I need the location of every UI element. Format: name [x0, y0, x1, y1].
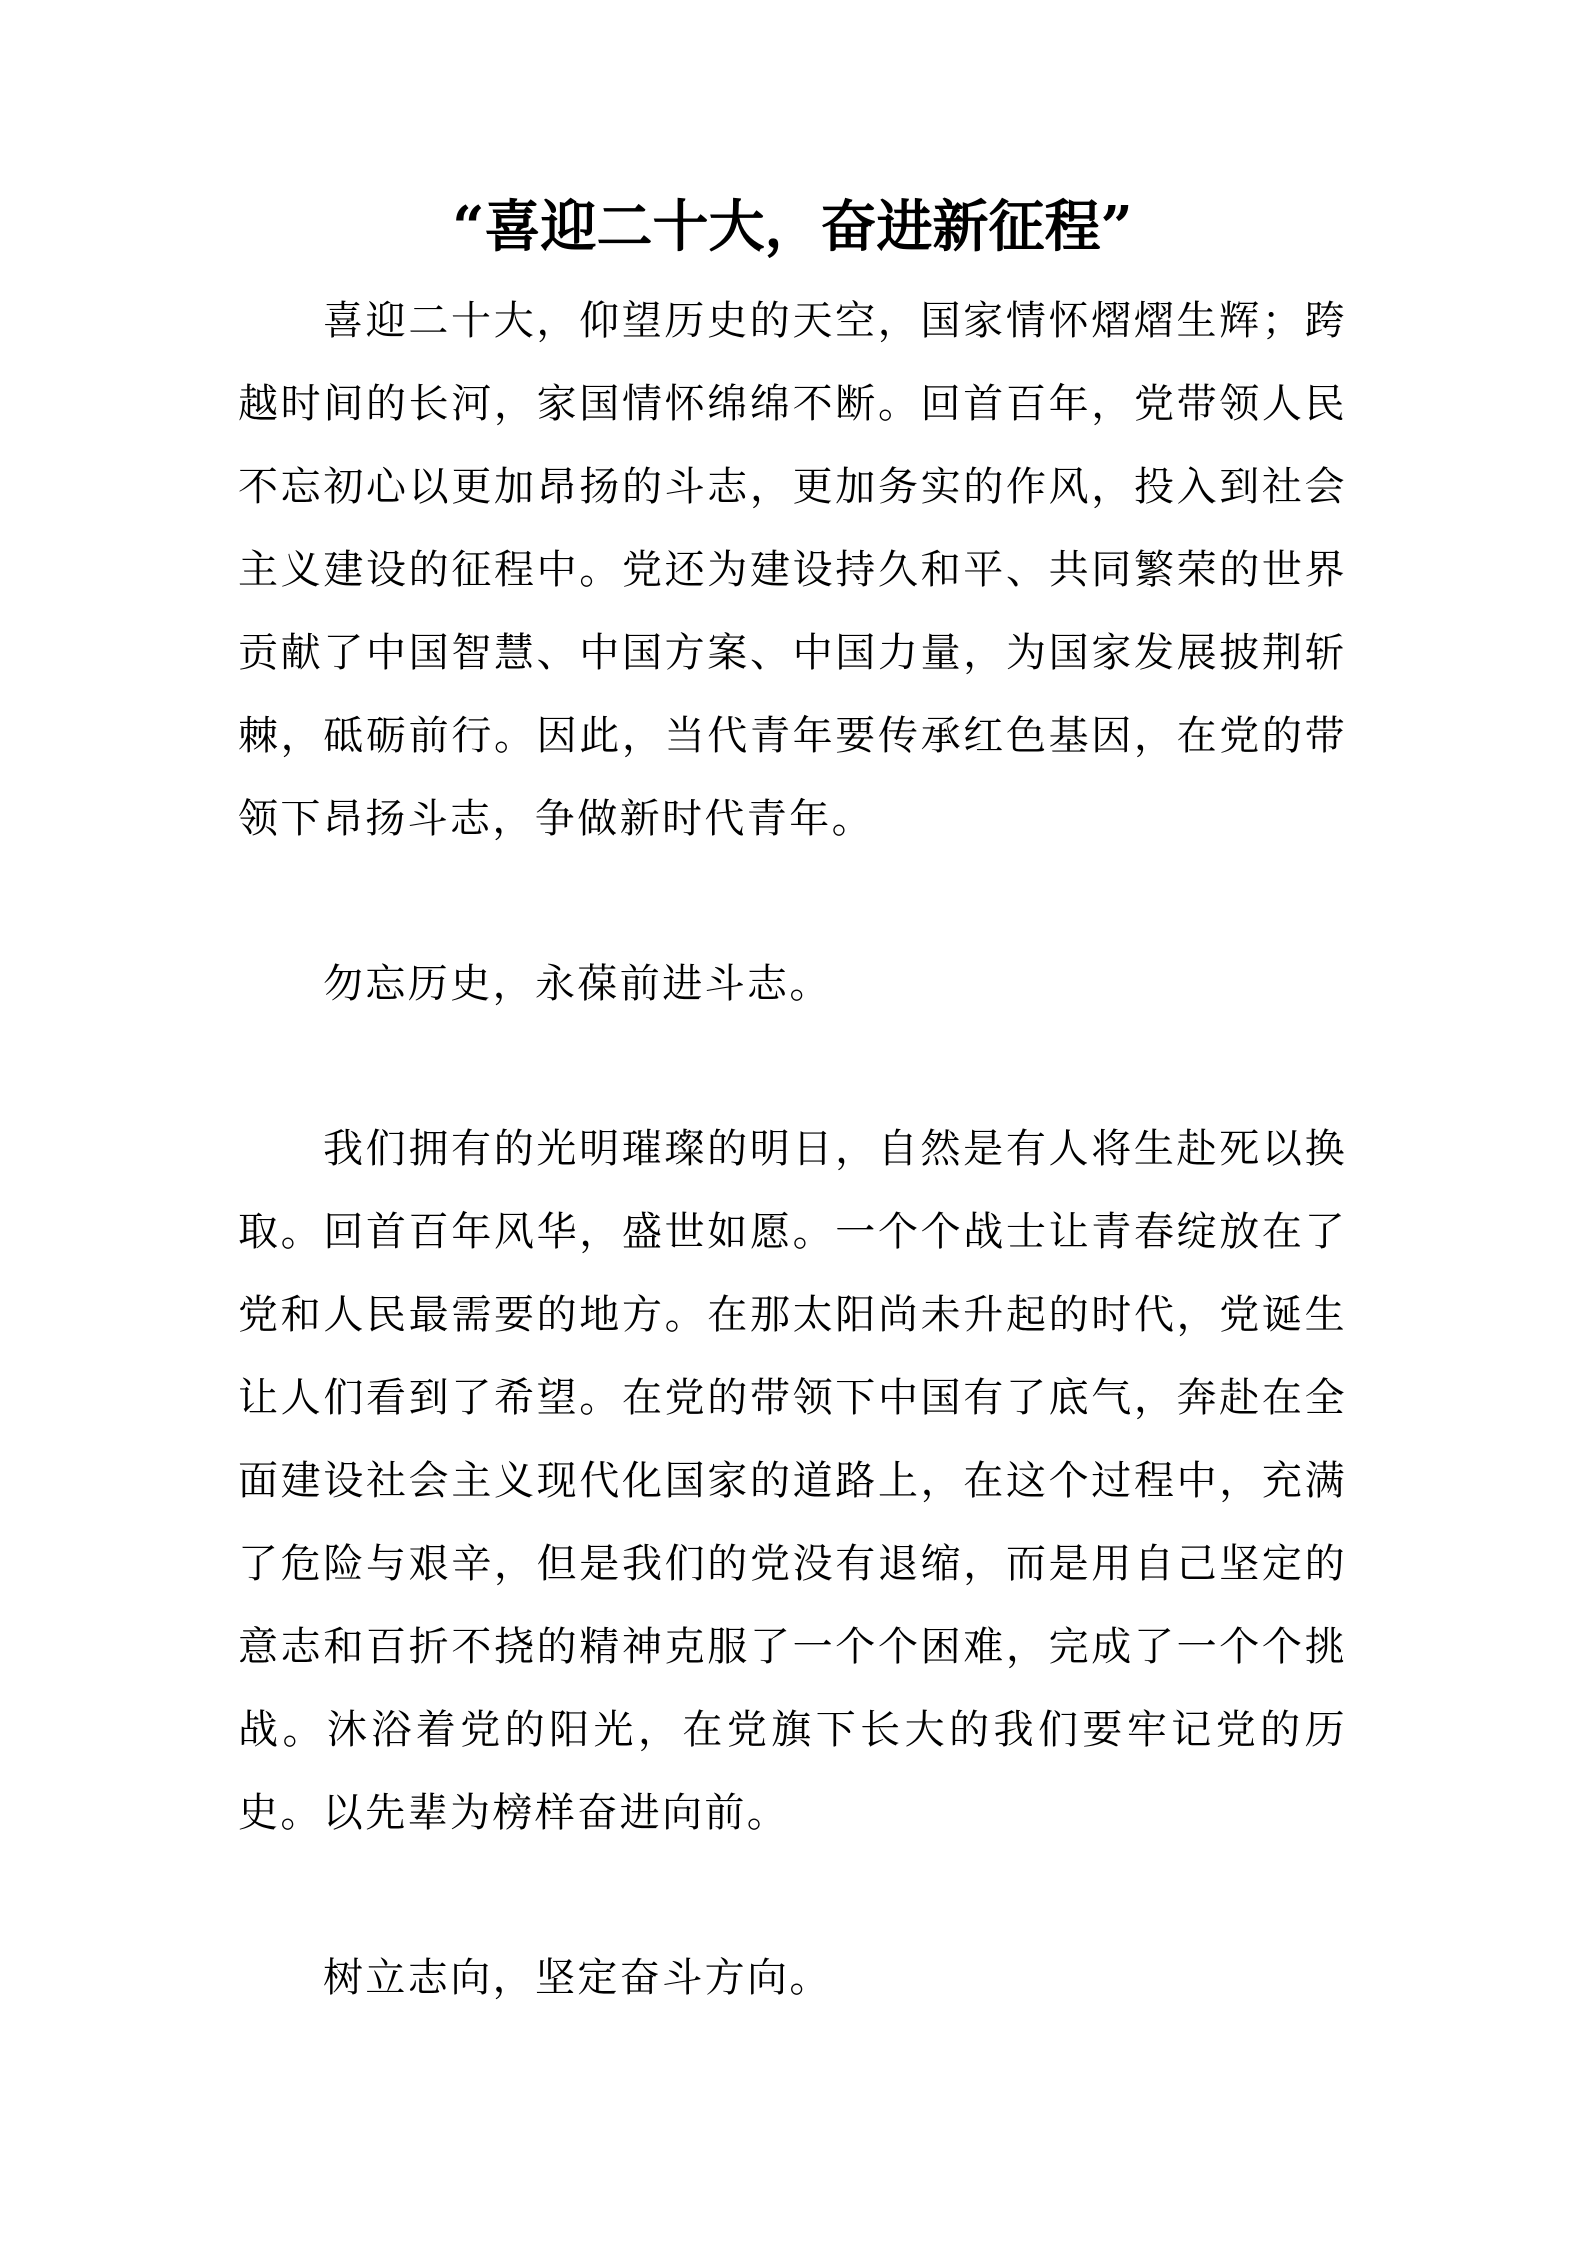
paragraph-body: 我们拥有的光明璀璨的明日，自然是有人将生赴死以换取。回首百年风华，盛世如愿。一个个战士让青春绽放在了党和人民最需要的地方。在那太阳尚未升起的时代，党诞生让人们看到了希望。在党的带领下中国有了底气，奔赴在全面建设社会主义现代化国家的道路上，在这个过程中，充满了危险与艰辛，但是我们的党没有退缩，而是用自己坚定的意志和百折不挠的精神克服了一个个困难，完成了一个个挑战。沐浴着党的阳光，在党旗下长大的我们要牢记党的历史。以先辈为榜样奋进向前。	[238, 1126, 1347, 1836]
paragraph-subheading-history: 勿忘历史，永葆前进斗志。	[323, 961, 832, 1007]
paragraph-intro: 喜迎二十大，仰望历史的天空，国家情怀熠熠生辉；跨越时间的长河，家国情怀绵绵不断。回首百年，党带领人民不忘初心以更加昂扬的斗志，更加务实的作风，投入到社会主义建设的征程中。党还为建设持久和平、共同繁荣的世界贡献了中国智慧、中国方案、中国力量，为国家发展披荆斩棘，砥砺前行。因此，当代青年要传承红色基因，在党的带领下昂扬斗志，争做新时代青年。	[238, 298, 1347, 842]
paragraph-subheading-aspiration: 树立志向，坚定奋斗方向。	[323, 1955, 832, 2001]
document-title: “喜迎二十大，奋进新征程”	[452, 194, 1133, 260]
